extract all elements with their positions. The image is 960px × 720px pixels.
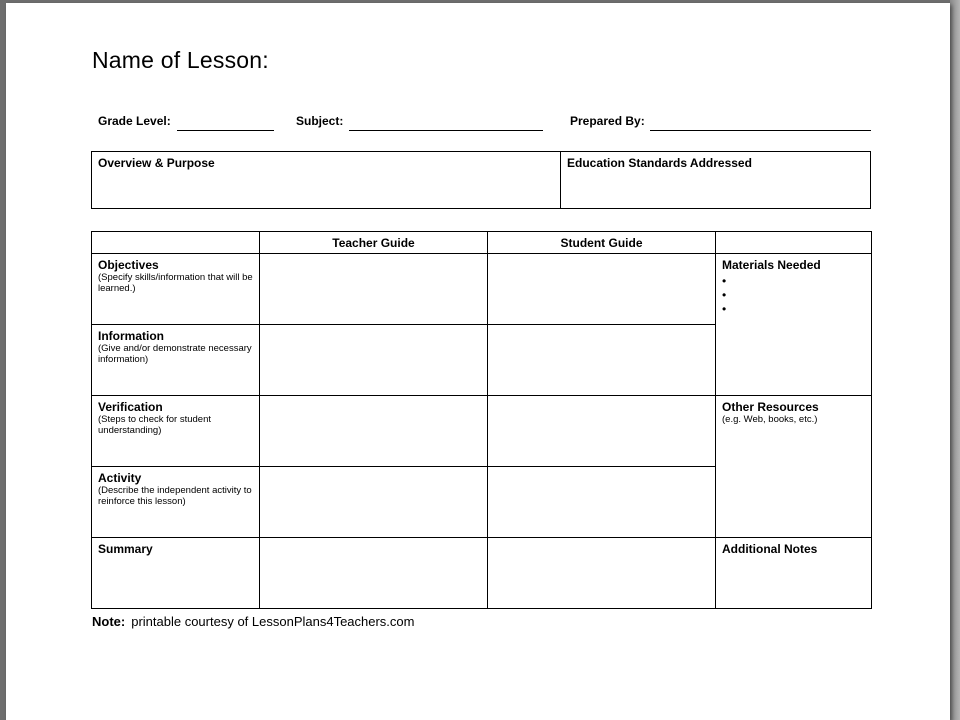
activity-desc: (Describe the independent activity to reinforce this lesson)	[98, 485, 252, 507]
activity-label-cell	[92, 467, 260, 538]
information-title: Information	[98, 329, 164, 343]
overview-box[interactable]	[91, 151, 561, 209]
summary-student-cell[interactable]	[488, 538, 716, 609]
prepared-by-label: Prepared By:	[570, 114, 645, 128]
header-teacher-guide: Teacher Guide	[260, 232, 488, 254]
table-row-verification	[92, 396, 872, 467]
verification-teacher-cell[interactable]	[260, 396, 488, 467]
verification-label-cell	[92, 396, 260, 467]
note-text: printable courtesy of LessonPlans4Teachers.com	[131, 614, 415, 629]
materials-bullet: •	[722, 302, 727, 316]
verification-title: Verification	[98, 400, 163, 414]
activity-title: Activity	[98, 471, 142, 485]
verification-desc: (Steps to check for student understanding)	[98, 414, 212, 436]
materials-title: Materials Needed	[722, 258, 821, 272]
materials-bullet: •	[722, 288, 727, 302]
subject-label: Subject:	[296, 114, 344, 128]
resources-title: Other Resources	[722, 400, 819, 414]
objectives-desc: (Specify skills/information that will be learned.)	[98, 272, 253, 294]
overview-label: Overview & Purpose	[98, 156, 215, 170]
table-row-summary	[92, 538, 872, 609]
materials-bullet: •	[722, 274, 727, 288]
objectives-label-cell	[92, 254, 260, 325]
footer-note	[92, 614, 414, 629]
subject-line[interactable]	[349, 130, 543, 131]
resources-cell[interactable]	[716, 396, 872, 538]
standards-label: Education Standards Addressed	[567, 156, 752, 170]
verification-student-cell[interactable]	[488, 396, 716, 467]
information-label-cell	[92, 325, 260, 396]
materials-list	[722, 274, 865, 316]
table-header-row	[92, 232, 872, 254]
grade-level-label: Grade Level:	[98, 114, 171, 128]
objectives-title: Objectives	[98, 258, 159, 272]
notes-title: Additional Notes	[722, 542, 818, 556]
information-teacher-cell[interactable]	[260, 325, 488, 396]
objectives-teacher-cell[interactable]	[260, 254, 488, 325]
information-desc: (Give and/or demonstrate necessary information)	[98, 343, 252, 365]
header-student-guide: Student Guide	[488, 232, 716, 254]
materials-cell[interactable]	[716, 254, 872, 396]
information-student-cell[interactable]	[488, 325, 716, 396]
summary-label-cell	[92, 538, 260, 609]
table-row-objectives	[92, 254, 872, 325]
document-page	[6, 3, 950, 720]
lesson-title: Name of Lesson:	[92, 47, 269, 73]
grade-level-line[interactable]	[177, 130, 274, 131]
summary-teacher-cell[interactable]	[260, 538, 488, 609]
standards-box[interactable]	[560, 151, 871, 209]
lesson-table	[91, 231, 872, 609]
viewer-scroll-edge	[950, 0, 960, 720]
resources-desc: (e.g. Web, books, etc.)	[722, 414, 818, 425]
header-blank-right	[716, 232, 872, 254]
activity-student-cell[interactable]	[488, 467, 716, 538]
prepared-by-line[interactable]	[650, 130, 871, 131]
notes-cell[interactable]	[716, 538, 872, 609]
activity-teacher-cell[interactable]	[260, 467, 488, 538]
note-label: Note:	[92, 614, 126, 629]
summary-title: Summary	[98, 542, 153, 556]
objectives-student-cell[interactable]	[488, 254, 716, 325]
header-blank-left	[92, 232, 260, 254]
